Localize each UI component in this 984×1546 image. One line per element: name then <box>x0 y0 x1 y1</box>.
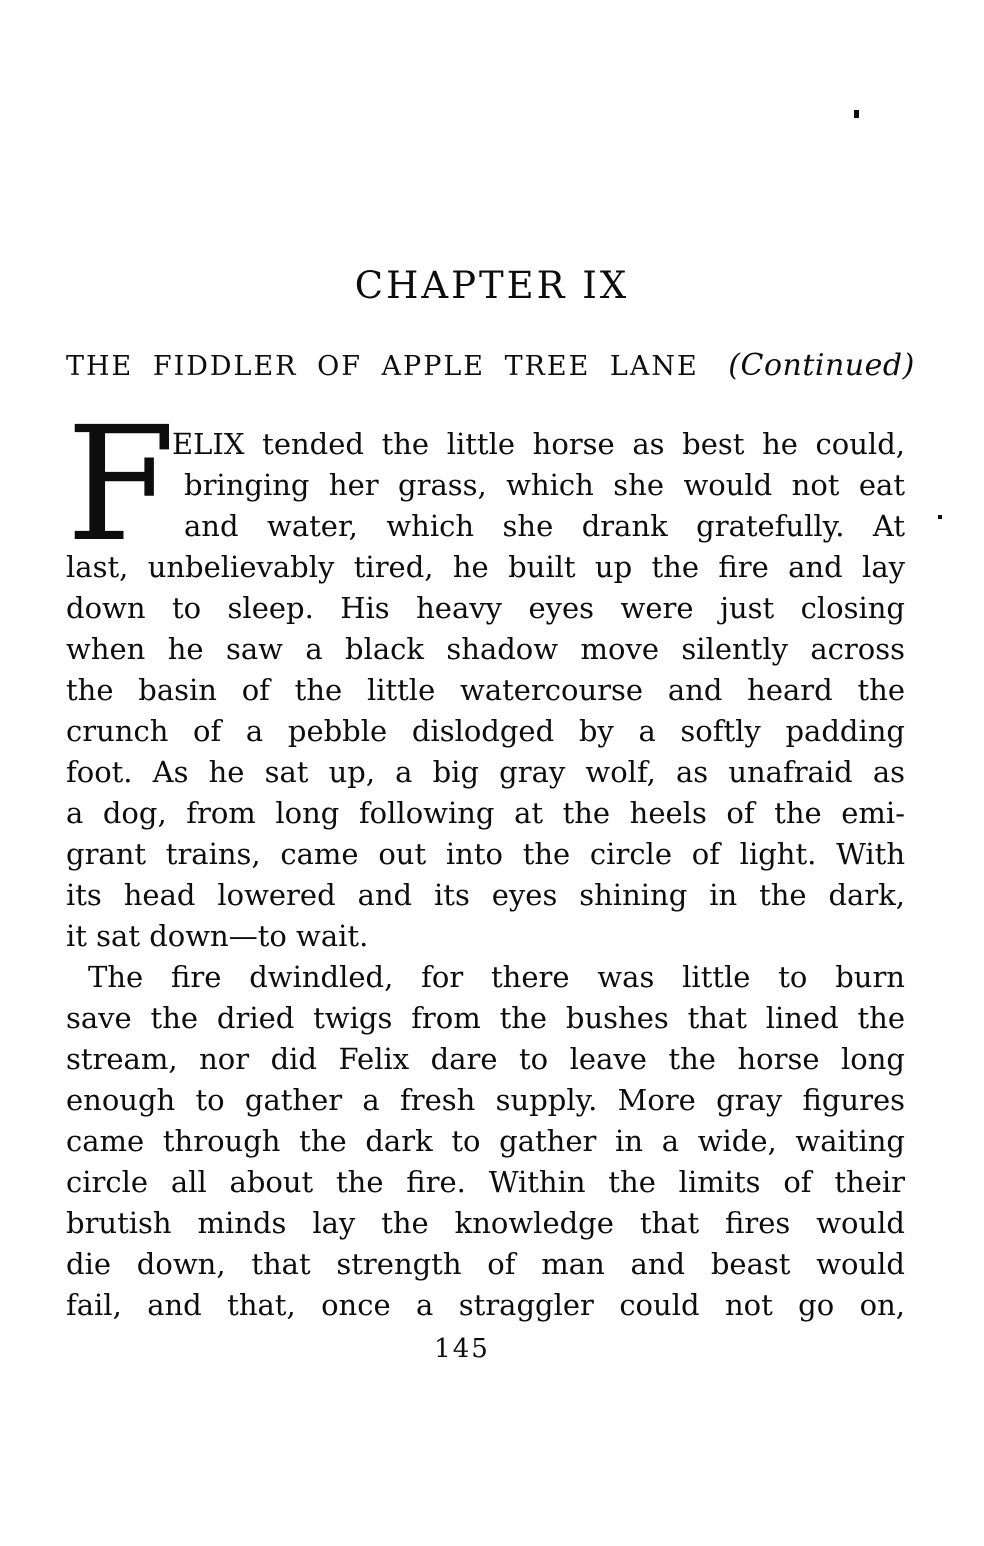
text-line: when he saw a black shadow move silently across <box>66 632 905 666</box>
scan-speck <box>854 110 859 118</box>
text-line: grant trains, came out into the circle of light. With <box>66 837 905 871</box>
text-line: last, unbelievably tired, he built up the fire and lay <box>66 550 905 584</box>
text-line: it sat down—to wait. <box>66 919 369 953</box>
text-line: brutish minds lay the knowledge that fires would <box>66 1206 905 1240</box>
chapter-heading: CHAPTER IX <box>354 264 630 307</box>
text-line: The fire dwindled, for there was little to burn <box>88 960 905 994</box>
scan-speck <box>938 515 942 519</box>
text-line: enough to gather a fresh supply. More gray figures <box>66 1083 905 1117</box>
text-line: stream, nor did Felix dare to leave the horse long <box>66 1042 905 1076</box>
text-line: a dog, from long following at the heels of the emi- <box>66 796 905 830</box>
section-title-text: THE FIDDLER OF APPLE TREE LANE <box>66 351 699 382</box>
text-line: down to sleep. His heavy eyes were just closing <box>66 591 905 625</box>
text-line: and water, which she drank gratefully. At <box>184 509 905 543</box>
text-line: foot. As he sat up, a big gray wolf, as unafraid as <box>66 755 905 789</box>
section-title <box>66 348 915 383</box>
page-number: 145 <box>434 1334 490 1364</box>
drop-cap-letter: F <box>66 393 176 577</box>
text-line: crunch of a pebble dislodged by a softly padding <box>66 714 905 748</box>
text-line: the basin of the little watercourse and heard the <box>66 673 905 707</box>
text-line: save the dried twigs from the bushes that lined the <box>66 1001 905 1035</box>
paragraph-1 <box>66 424 905 957</box>
text-line: die down, that strength of man and beast would <box>66 1247 905 1281</box>
paragraph-2 <box>66 957 905 1326</box>
text-line: ELIX tended the little horse as best he could, <box>172 427 905 461</box>
text-line: bringing her grass, which she would not eat <box>184 468 905 502</box>
text-line: circle all about the fire. Within the limits of their <box>66 1165 905 1199</box>
text-line: its head lowered and its eyes shining in the dark, <box>66 878 905 912</box>
section-title-continued: (Continued) <box>728 348 915 383</box>
text-line: came through the dark to gather in a wide, waiting <box>66 1124 905 1158</box>
text-line: fail, and that, once a straggler could not go on, <box>66 1288 905 1322</box>
body-text <box>66 393 905 1326</box>
